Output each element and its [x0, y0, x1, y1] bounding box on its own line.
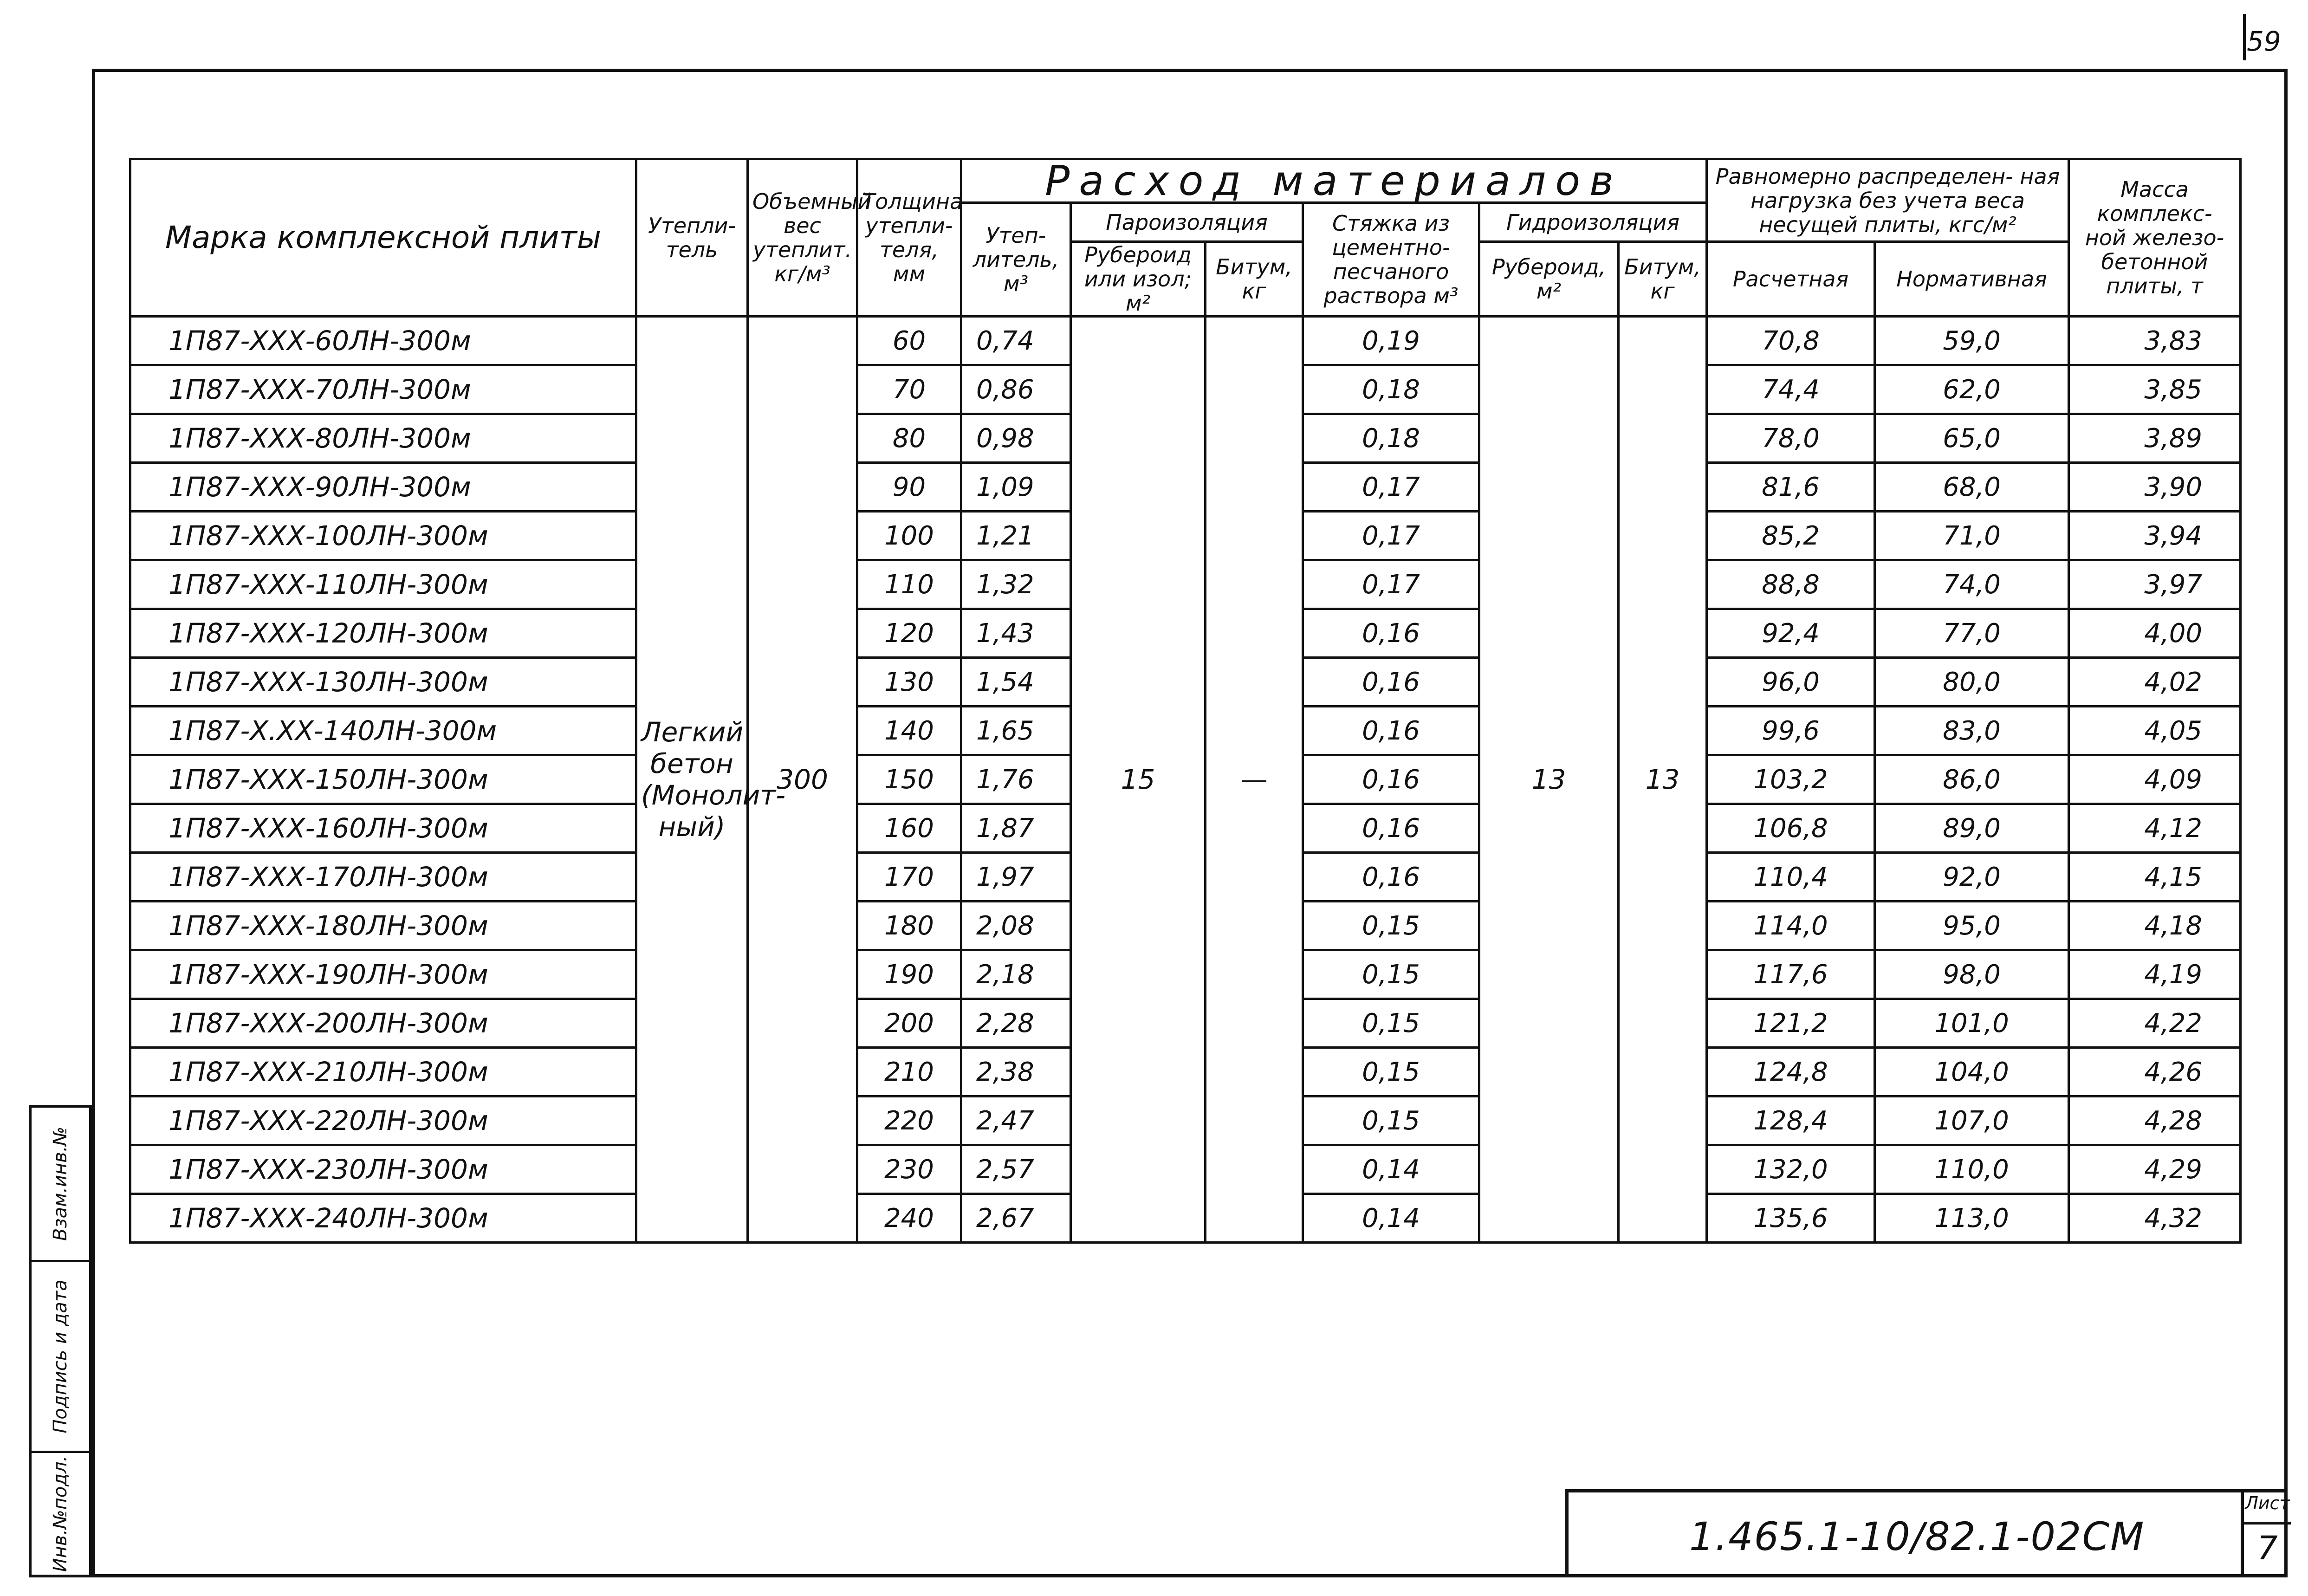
cell-volume: 2,28 — [961, 999, 1071, 1048]
cell-thickness: 190 — [857, 950, 961, 999]
cell-density: 300 — [748, 317, 857, 1243]
cell-mass: 4,28 — [2069, 1096, 2241, 1145]
table-row — [130, 317, 2241, 365]
cell-volume: 1,43 — [961, 609, 1071, 658]
cell-volume: 1,87 — [961, 804, 1071, 853]
cell-load-normative: 89,0 — [1875, 804, 2069, 853]
cell-mass: 4,09 — [2069, 755, 2241, 804]
cell-load-normative: 98,0 — [1875, 950, 2069, 999]
cell-mark: 1П87-ХХХ-160ЛН-300м — [130, 804, 636, 853]
cell-load-normative: 92,0 — [1875, 853, 2069, 902]
cell-load-design: 78,0 — [1707, 414, 1875, 463]
cell-volume: 1,76 — [961, 755, 1071, 804]
cell-water-bitumen: 13 — [1619, 317, 1707, 1243]
cell-volume: 1,32 — [961, 560, 1071, 609]
cell-mark: 1П87-ХХХ-170ЛН-300м — [130, 853, 636, 902]
cell-vapor-ruberoid: 15 — [1071, 317, 1206, 1243]
cell-load-normative: 83,0 — [1875, 707, 2069, 755]
cell-mass: 3,83 — [2069, 317, 2241, 365]
cell-mark: 1П87-ХХХ-120ЛН-300м — [130, 609, 636, 658]
header-load-design: Расчетная — [1707, 242, 1875, 317]
cell-thickness: 110 — [857, 560, 961, 609]
cell-load-design: 128,4 — [1707, 1096, 1875, 1145]
header-insulation: Утепли- тель — [636, 159, 748, 317]
cell-thickness: 220 — [857, 1096, 961, 1145]
title-block — [1565, 1489, 2288, 1577]
cell-thickness: 80 — [857, 414, 961, 463]
cell-load-design: 85,2 — [1707, 512, 1875, 560]
cell-mark: 1П87-ХХХ-110ЛН-300м — [130, 560, 636, 609]
cell-thickness: 170 — [857, 853, 961, 902]
cell-volume: 1,97 — [961, 853, 1071, 902]
cell-volume: 2,18 — [961, 950, 1071, 999]
header-thickness: Толщина утепли- теля, мм — [857, 159, 961, 317]
cell-screed: 0,15 — [1303, 999, 1479, 1048]
cell-load-normative: 107,0 — [1875, 1096, 2069, 1145]
cell-screed: 0,16 — [1303, 804, 1479, 853]
cell-mass: 4,00 — [2069, 609, 2241, 658]
cell-thickness: 70 — [857, 365, 961, 414]
cell-mark: 1П87-ХХХ-240ЛН-300м — [130, 1194, 636, 1243]
cell-screed: 0,15 — [1303, 902, 1479, 950]
cell-load-normative: 110,0 — [1875, 1145, 2069, 1194]
cell-load-normative: 68,0 — [1875, 463, 2069, 512]
cell-load-normative: 86,0 — [1875, 755, 2069, 804]
cell-load-normative: 65,0 — [1875, 414, 2069, 463]
cell-volume: 2,38 — [961, 1048, 1071, 1096]
cell-mark: 1П87-Х.ХХ-140ЛН-300м — [130, 707, 636, 755]
cell-mark: 1П87-ХХХ-190ЛН-300м — [130, 950, 636, 999]
cell-load-normative: 113,0 — [1875, 1194, 2069, 1243]
cell-insulation-material: Легкий бетон (Монолит- ный) — [636, 317, 748, 1243]
cell-screed: 0,17 — [1303, 463, 1479, 512]
cell-load-design: 92,4 — [1707, 609, 1875, 658]
margin-strip — [29, 1105, 92, 1577]
cell-thickness: 160 — [857, 804, 961, 853]
header-insulation-volume: Утеп- литель, м³ — [961, 203, 1071, 317]
cell-volume: 1,54 — [961, 658, 1071, 707]
header-density: Объемный вес утеплит. кг/м³ — [748, 159, 857, 317]
margin-signature-date-label: Подпись и дата — [50, 1279, 71, 1434]
header-vapor-ruberoid: Рубероид или изол; м² — [1071, 242, 1206, 317]
cell-mass: 4,32 — [2069, 1194, 2241, 1243]
sheet-number: 7 — [2257, 1529, 2278, 1567]
header-vapor-barrier: Пароизоляция — [1071, 203, 1303, 242]
cell-thickness: 230 — [857, 1145, 961, 1194]
cell-mass: 4,22 — [2069, 999, 2241, 1048]
cell-volume: 0,86 — [961, 365, 1071, 414]
cell-load-design: 70,8 — [1707, 317, 1875, 365]
cell-volume: 1,65 — [961, 707, 1071, 755]
cell-mark: 1П87-ХХХ-90ЛН-300м — [130, 463, 636, 512]
cell-volume: 1,09 — [961, 463, 1071, 512]
cell-volume: 2,08 — [961, 902, 1071, 950]
cell-volume: 2,47 — [961, 1096, 1071, 1145]
cell-mark: 1П87-ХХХ-220ЛН-300м — [130, 1096, 636, 1145]
cell-mass: 4,02 — [2069, 658, 2241, 707]
cell-screed: 0,17 — [1303, 512, 1479, 560]
cell-load-design: 96,0 — [1707, 658, 1875, 707]
cell-screed: 0,16 — [1303, 609, 1479, 658]
cell-load-normative: 77,0 — [1875, 609, 2069, 658]
cell-mass: 3,85 — [2069, 365, 2241, 414]
cell-load-design: 121,2 — [1707, 999, 1875, 1048]
cell-load-design: 132,0 — [1707, 1145, 1875, 1194]
cell-load-normative: 101,0 — [1875, 999, 2069, 1048]
cell-thickness: 240 — [857, 1194, 961, 1243]
cell-volume: 0,98 — [961, 414, 1071, 463]
cell-thickness: 200 — [857, 999, 961, 1048]
cell-load-normative: 71,0 — [1875, 512, 2069, 560]
cell-load-design: 106,8 — [1707, 804, 1875, 853]
cell-mark: 1П87-ХХХ-200ЛН-300м — [130, 999, 636, 1048]
header-water-bitumen: Битум, кг — [1619, 242, 1707, 317]
cell-load-design: 81,6 — [1707, 463, 1875, 512]
material-consumption-table — [129, 158, 2242, 1244]
cell-thickness: 90 — [857, 463, 961, 512]
margin-cell-replaces-inv — [32, 1108, 89, 1262]
cell-screed: 0,16 — [1303, 853, 1479, 902]
margin-cell-signature-date — [32, 1262, 89, 1453]
page-number: 59 — [2247, 26, 2281, 57]
cell-screed: 0,18 — [1303, 365, 1479, 414]
cell-load-design: 103,2 — [1707, 755, 1875, 804]
cell-load-normative: 95,0 — [1875, 902, 2069, 950]
margin-cell-inv-original — [32, 1453, 89, 1575]
cell-load-design: 88,8 — [1707, 560, 1875, 609]
cell-mass: 3,90 — [2069, 463, 2241, 512]
cell-load-design: 117,6 — [1707, 950, 1875, 999]
cell-mark: 1П87-ХХХ-130ЛН-300м — [130, 658, 636, 707]
cell-vapor-bitumen: — — [1206, 317, 1303, 1243]
cell-load-design: 110,4 — [1707, 853, 1875, 902]
cell-thickness: 60 — [857, 317, 961, 365]
cell-mark: 1П87-ХХХ-210ЛН-300м — [130, 1048, 636, 1096]
cell-mark: 1П87-ХХХ-70ЛН-300м — [130, 365, 636, 414]
cell-mass: 3,89 — [2069, 414, 2241, 463]
header-vapor-bitumen: Битум, кг — [1206, 242, 1303, 317]
header-water-ruberoid: Рубероид, м² — [1479, 242, 1619, 317]
cell-screed: 0,19 — [1303, 317, 1479, 365]
cell-thickness: 210 — [857, 1048, 961, 1096]
cell-mass: 4,18 — [2069, 902, 2241, 950]
cell-mass: 4,19 — [2069, 950, 2241, 999]
cell-mark: 1П87-ХХХ-60ЛН-300м — [130, 317, 636, 365]
cell-screed: 0,16 — [1303, 658, 1479, 707]
margin-inv-original-label: Инв.№подл. — [50, 1455, 71, 1572]
cell-load-normative: 62,0 — [1875, 365, 2069, 414]
document-code: 1.465.1-10/82.1-02СМ — [1689, 1514, 2145, 1559]
cell-mark: 1П87-ХХХ-230ЛН-300м — [130, 1145, 636, 1194]
header-mark: Марка комплексной плиты — [130, 159, 636, 317]
cell-volume: 1,21 — [961, 512, 1071, 560]
cell-mass: 4,12 — [2069, 804, 2241, 853]
cell-thickness: 120 — [857, 609, 961, 658]
cell-mark: 1П87-ХХХ-150ЛН-300м — [130, 755, 636, 804]
cell-load-normative: 80,0 — [1875, 658, 2069, 707]
cell-mass: 4,15 — [2069, 853, 2241, 902]
header-consumption: Расход материалов — [961, 159, 1707, 203]
header-load-normative: Нормативная — [1875, 242, 2069, 317]
cell-screed: 0,14 — [1303, 1194, 1479, 1243]
cell-screed: 0,15 — [1303, 1096, 1479, 1145]
sheet-box — [2241, 1489, 2291, 1577]
page-number-rule — [2243, 14, 2246, 60]
cell-mark: 1П87-ХХХ-80ЛН-300м — [130, 414, 636, 463]
cell-screed: 0,16 — [1303, 707, 1479, 755]
cell-thickness: 150 — [857, 755, 961, 804]
header-waterproofing: Гидроизоляция — [1479, 203, 1707, 242]
cell-screed: 0,18 — [1303, 414, 1479, 463]
cell-screed: 0,17 — [1303, 560, 1479, 609]
cell-volume: 2,57 — [961, 1145, 1071, 1194]
cell-mass: 3,97 — [2069, 560, 2241, 609]
cell-load-design: 124,8 — [1707, 1048, 1875, 1096]
table-body — [130, 317, 2241, 1243]
cell-load-normative: 104,0 — [1875, 1048, 2069, 1096]
sheet-label: Лист — [2244, 1493, 2291, 1525]
cell-water-ruberoid: 13 — [1479, 317, 1619, 1243]
header-screed: Стяжка из цементно- песчаного раствора м³ — [1303, 203, 1479, 317]
cell-load-design: 74,4 — [1707, 365, 1875, 414]
cell-load-design: 99,6 — [1707, 707, 1875, 755]
cell-load-design: 114,0 — [1707, 902, 1875, 950]
cell-volume: 2,67 — [961, 1194, 1071, 1243]
cell-load-normative: 74,0 — [1875, 560, 2069, 609]
cell-thickness: 180 — [857, 902, 961, 950]
cell-mass: 3,94 — [2069, 512, 2241, 560]
cell-load-normative: 59,0 — [1875, 317, 2069, 365]
cell-thickness: 130 — [857, 658, 961, 707]
cell-mark: 1П87-ХХХ-180ЛН-300м — [130, 902, 636, 950]
cell-mass: 4,26 — [2069, 1048, 2241, 1096]
cell-screed: 0,14 — [1303, 1145, 1479, 1194]
header-mass: Масса комплекс- ной железо- бетонной плиты, т — [2069, 159, 2241, 317]
cell-screed: 0,16 — [1303, 755, 1479, 804]
cell-thickness: 100 — [857, 512, 961, 560]
cell-mass: 4,29 — [2069, 1145, 2241, 1194]
cell-screed: 0,15 — [1303, 950, 1479, 999]
cell-volume: 0,74 — [961, 317, 1071, 365]
cell-load-design: 135,6 — [1707, 1194, 1875, 1243]
cell-mark: 1П87-ХХХ-100ЛН-300м — [130, 512, 636, 560]
margin-replaces-inv-label: Взам.инв.№ — [50, 1126, 71, 1241]
cell-mass: 4,05 — [2069, 707, 2241, 755]
cell-thickness: 140 — [857, 707, 961, 755]
header-load: Равномерно распределен- ная нагрузка без учета веса несущей плиты, кгс/м² — [1707, 159, 2069, 242]
cell-screed: 0,15 — [1303, 1048, 1479, 1096]
